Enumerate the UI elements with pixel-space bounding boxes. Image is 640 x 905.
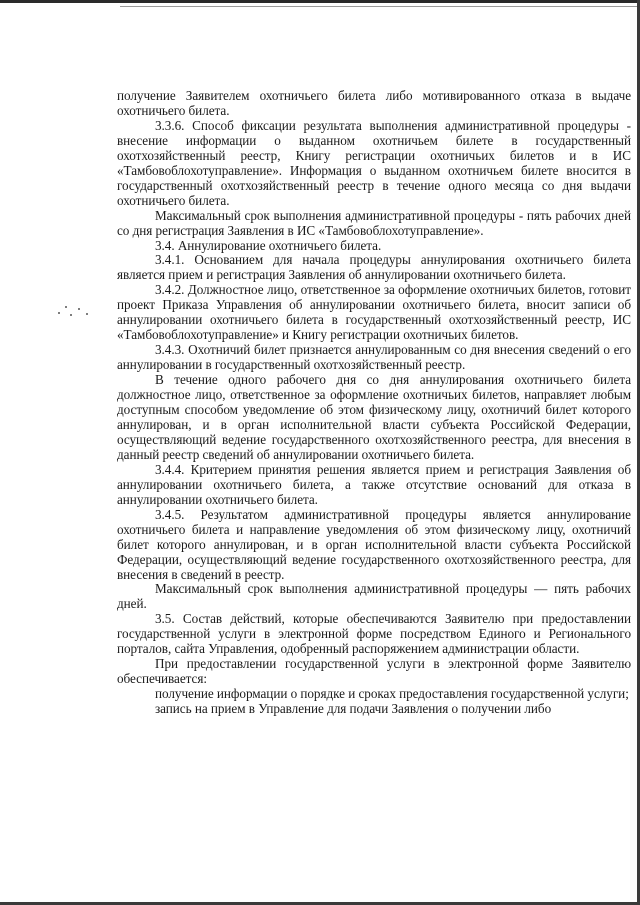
- paragraph-3-4-2: 3.4.2. Должностное лицо, ответственное за оформление охотничьих билетов, готовит проект Приказа Управления об аннулировании охотничьего билета, вносит записи об аннулировании охотничьего билета в государственный охотхозяйственный реестр, ИС «Тамбовоблохотуправление» и Книгу регистрации охотничьих билетов.: [117, 282, 631, 343]
- list-item-info: получение информации о порядке и сроках предоставления государственной услуги;: [155, 686, 629, 702]
- paragraph-3-4-4: 3.4.4. Критерием принятия решения является прием и регистрация Заявления об аннулировании охотничьего билета, а также отсутствие оснований для отказа в аннулировании охотничьего билета.: [117, 461, 631, 507]
- paragraph-3-4-5: 3.4.5. Результатом административной процедуры является аннулирование охотничьего билета и направление уведомления об этом физическому лицу, охотничий билет которого аннулирован, и в орган исполнительной власти субъекта Российской Федерации, осуществляющий ведение государственного охотхозяйственного реестра, для внесения в сведений в реестр.: [117, 506, 631, 582]
- document-body: [117, 89, 631, 717]
- paragraph-max-term-1: Максимальный срок выполнения административной процедуры - пять рабочих дней со дня регистрация Заявления в ИС «Тамбовоблохотуправление».: [117, 207, 631, 238]
- paragraph-max-term-2: Максимальный срок выполнения административной процедуры — пять рабочих дней.: [117, 581, 631, 612]
- scan-edge-top: [0, 0, 640, 3]
- scan-edge-line: [120, 6, 640, 7]
- paragraph-3-5: 3.5. Состав действий, которые обеспечиваются Заявителю при предоставлении государственной услуги в электронной форме посредством Единого и Регионального порталов, сайта Управления, одобренный распоряжением администрации области.: [117, 611, 631, 657]
- paragraph-continuation: получение Заявителем охотничьего билета либо мотивированного отказа в выдаче охотничьего билета.: [117, 88, 631, 118]
- scan-noise-marks: [56, 302, 96, 320]
- section-heading-3-4: 3.4. Аннулирование охотничьего билета.: [155, 237, 382, 253]
- paragraph-notification: В течение одного рабочего дня со дня аннулирования охотничьего билета должностное лицо, ответственное за оформление охотничьих билетов, направляет любым доступным способом уведомление об этом физическому лицу, охотничий билет которого аннулирован, и в орган исполнительной власти субъекта Российской Федерации, осуществляющий ведение государственного охотхозяйственного реестра, для внесения в данный реестр сведений об аннулировании охотничьего билета.: [117, 372, 631, 462]
- paragraph-electronic-form: При предоставлении государственной услуги в электронной форме Заявителю обеспечивается:: [117, 656, 631, 687]
- paragraph-3-4-3: 3.4.3. Охотничий билет признается аннулированным со дня внесения сведений о его аннулировании в государственный охотхозяйственный реестр.: [117, 342, 631, 373]
- paragraph-3-4-1: 3.4.1. Основанием для начала процедуры аннулирования охотничьего билета является прием и регистрация Заявления об аннулировании охотничьего билета.: [117, 252, 631, 283]
- list-item-appointment: запись на прием в Управление для подачи Заявления о получении либо: [155, 701, 552, 717]
- paragraph-3-3-6: 3.3.6. Способ фиксации результата выполнения административной процедуры - внесение информации о выданном охотничьем билете в государственный охотхозяйственный реестр, Книгу регистрации охотничьих билетов и в ИС «Тамбовоблохотуправление». Информация о выданном охотничьем билете вносится в государственный охотхозяйственный реестр в течение одного месяца со дня выдачи охотничьего билета.: [117, 117, 631, 208]
